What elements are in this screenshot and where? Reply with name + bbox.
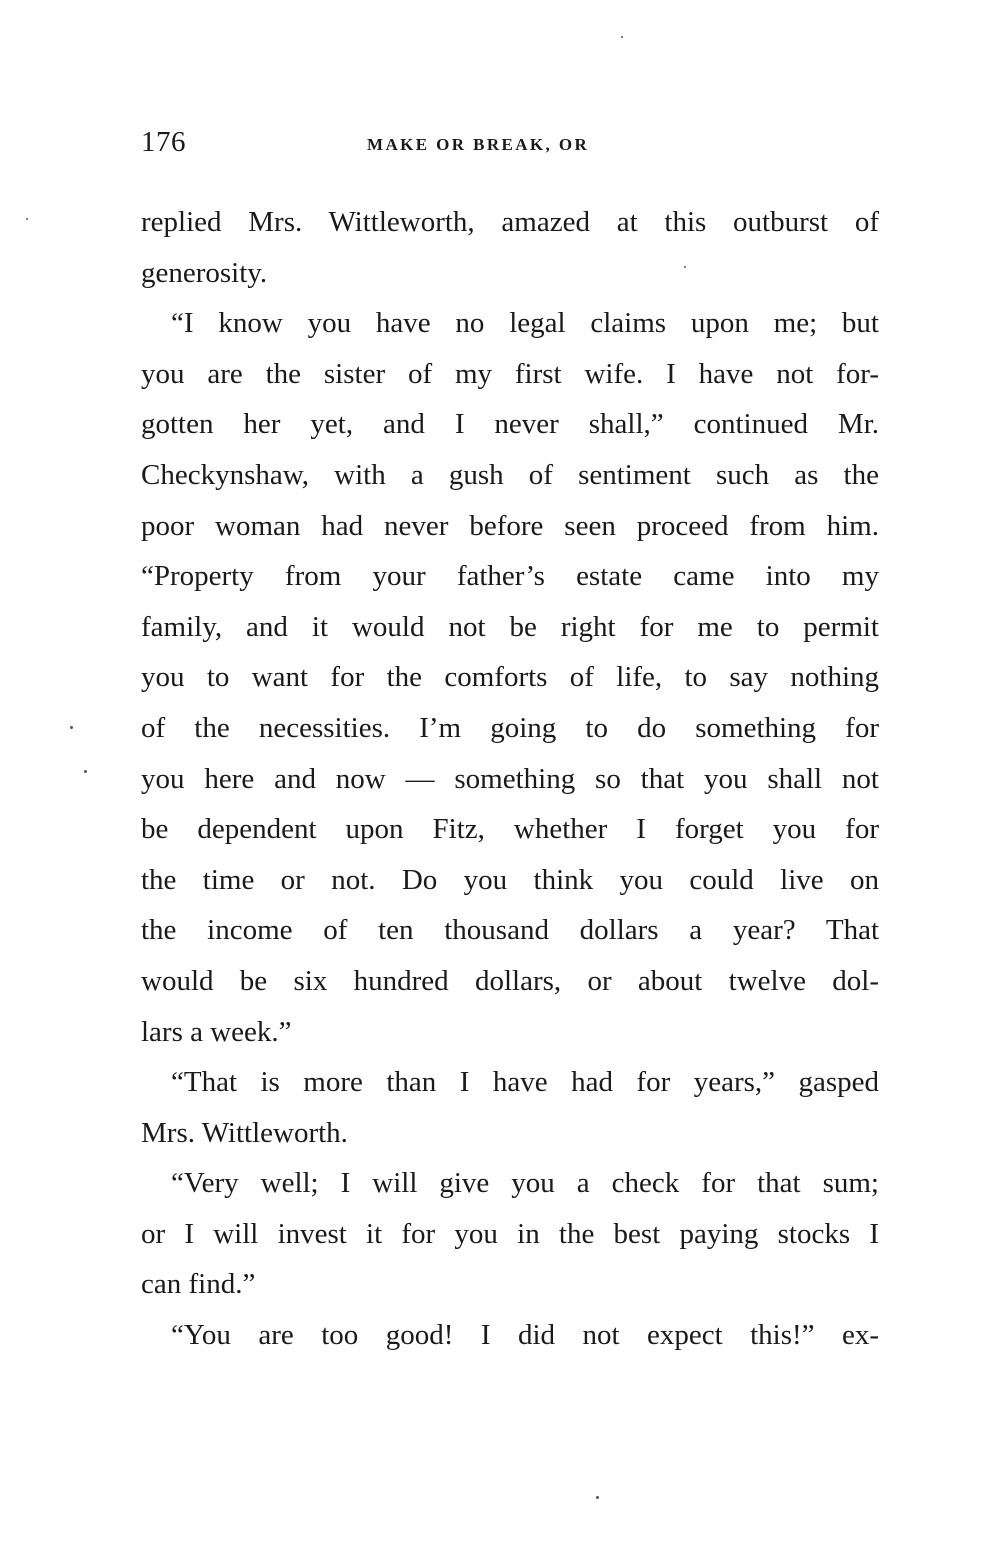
text-line: gotten her yet, and I never shall,” continued Mr. [141,408,879,441]
scan-speck [70,726,73,729]
text-line: can find.” [141,1268,256,1301]
text-line: you here and now — something so that you shall not [141,762,879,795]
body-text [141,197,879,1361]
text-line: or I will invest it for you in the best paying stocks I [141,1217,879,1250]
text-line: generosity. [141,256,268,289]
text-line: “That is more than I have had for years,” gasped [171,1066,879,1099]
text-line: “I know you have no legal claims upon me; but [171,307,879,340]
text-line: family, and it would not be right for me to permit [141,610,879,643]
text-line: would be six hundred dollars, or about twelve dol- [141,964,879,997]
text-line: “Property from your father’s estate came into my [141,560,879,593]
text-line: lars a week.” [141,1015,292,1048]
text-line: the time or not. Do you think you could live on [141,863,879,896]
text-line: be dependent upon Fitz, whether I forget you for [141,813,879,846]
scan-speck [26,218,28,220]
page-number: 176 [141,126,186,158]
running-title: MAKE OR BREAK, OR [367,135,590,154]
text-line: replied Mrs. Wittleworth, amazed at this outburst of [141,206,879,238]
text-line: “You are too good! I did not expect this!” ex- [171,1319,879,1352]
text-line: you are the sister of my first wife. I have not for- [141,357,879,390]
running-head [141,126,881,166]
text-line: of the necessities. I’m going to do something for [141,711,879,744]
text-line: “Very well; I will give you a check for that sum; [171,1167,879,1200]
scan-speck [621,36,623,38]
text-line: poor woman had never before seen proceed from him. [141,509,879,542]
scan-speck [684,266,686,268]
text-line: Mrs. Wittleworth. [141,1116,348,1149]
text-line: the income of ten thousand dollars a year? That [141,914,879,947]
text-line: Checkynshaw, with a gush of sentiment such as the [141,458,879,491]
text-line: you to want for the comforts of life, to say nothing [141,661,879,694]
scan-speck [596,1496,599,1499]
scan-speck [84,770,87,773]
